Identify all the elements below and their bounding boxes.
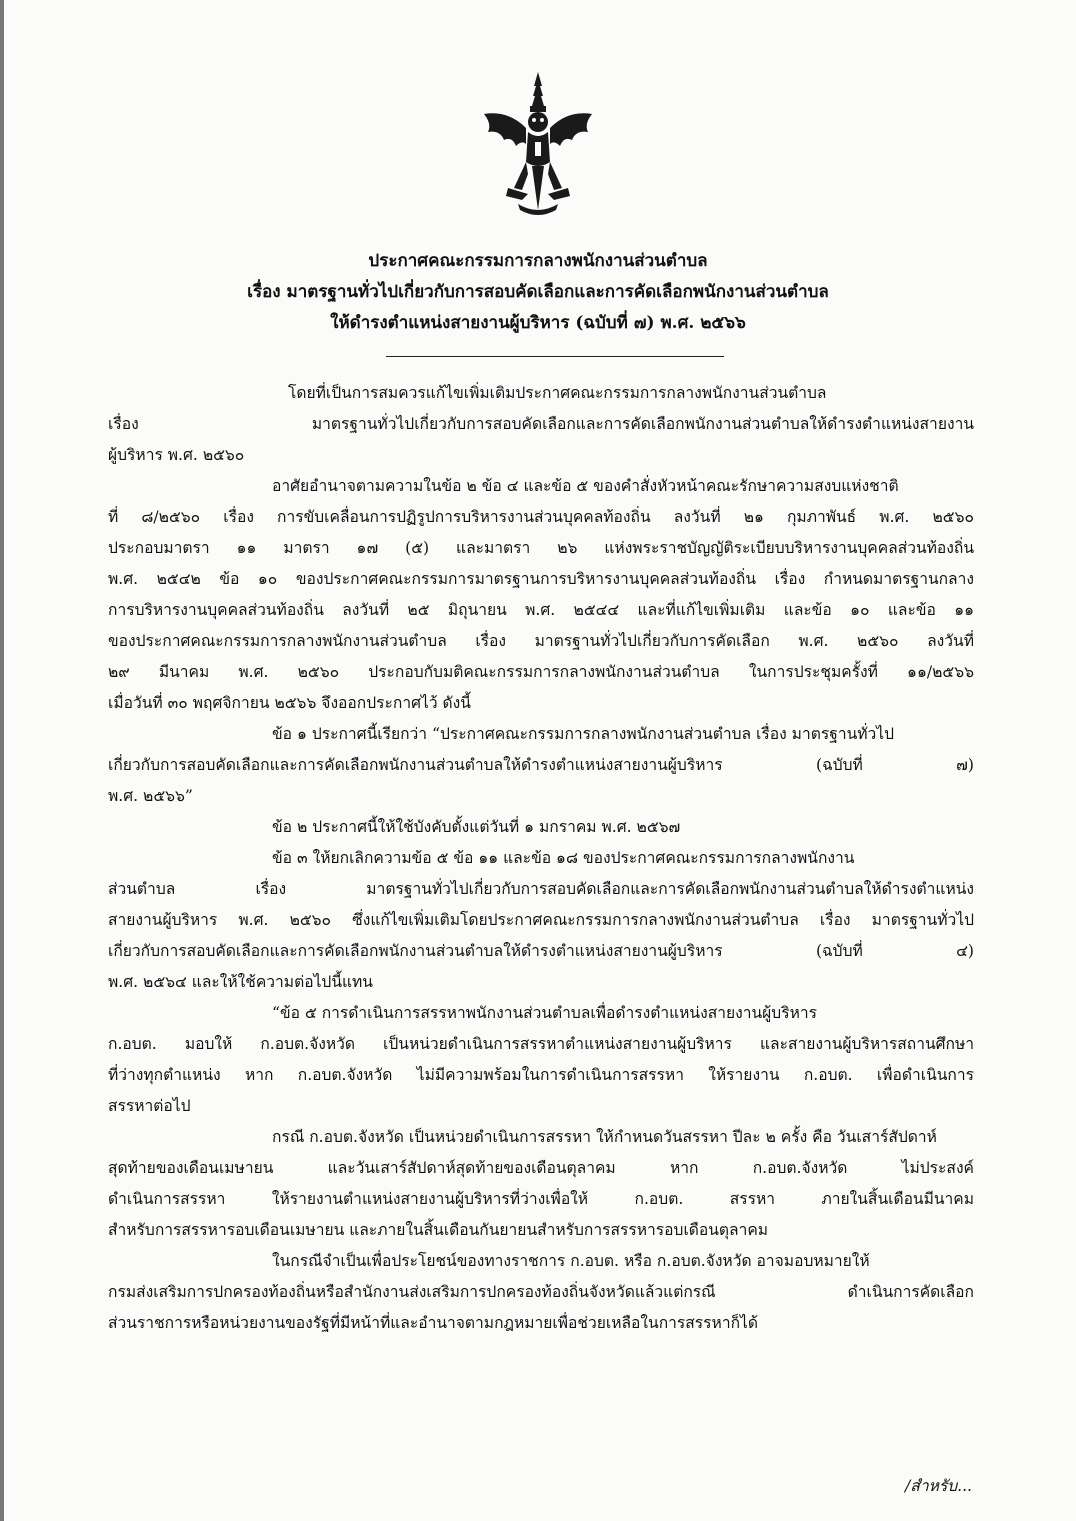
body-line: ก.อบต. มอบให้ ก.อบต.จังหวัด เป็นหน่วยดำเนินการสรรหาตำแหน่งสายงานผู้บริหาร และสายงานผู้บริหารสถานศึกษา [108,1035,974,1053]
body-line: เกี่ยวกับการสอบคัดเลือกและการคัดเลือกพนักงานส่วนตำบลให้ดำรงตำแหน่งสายงานผู้บริหาร (ฉบับที่ ๔) [108,942,974,960]
body-line: ข้อ ๑ ประกาศนี้เรียกว่า “ประกาศคณะกรรมการกลางพนักงานส่วนตำบล เรื่อง มาตรฐานทั่วไป [272,725,895,743]
body-line: เมื่อวันที่ ๓๐ พฤศจิกายน ๒๕๖๖ จึงออกประกาศไว้ ดังนี้ [108,694,471,712]
body-line: อาศัยอำนาจตามความในข้อ ๒ ข้อ ๔ และข้อ ๕ ของคำสั่งหัวหน้าคณะรักษาความสงบแห่งชาติ [272,477,899,495]
body-line: “ข้อ ๕ การดำเนินการสรรหาพนักงานส่วนตำบลเพื่อดำรงตำแหน่งสายงานผู้บริหาร [272,1004,817,1022]
body-line: เรื่อง มาตรฐานทั่วไปเกี่ยวกับการสอบคัดเลือกและการคัดเลือกพนักงานส่วนตำบลให้ดำรงตำแหน่งสายงาน [108,415,974,433]
body-line: กรมส่งเสริมการปกครองท้องถิ่นหรือสำนักงานส่งเสริมการปกครองท้องถิ่นจังหวัดแล้วแต่กรณี ดำเนินการคัดเลือก [108,1283,974,1301]
body-line: พ.ศ. ๒๕๖๔ และให้ใช้ความต่อไปนี้แทน [108,973,373,991]
heading-divider [386,356,724,357]
body-line: เกี่ยวกับการสอบคัดเลือกและการคัดเลือกพนักงานส่วนตำบลให้ดำรงตำแหน่งสายงานผู้บริหาร (ฉบับที่ ๗) [108,756,974,774]
body-line: สายงานผู้บริหาร พ.ศ. ๒๕๖๐ ซึ่งแก้ไขเพิ่มเติมโดยประกาศคณะกรรมการกลางพนักงานส่วนตำบล เรื่อง มาตรฐานทั่วไป [108,911,974,929]
body-line: ส่วนตำบล เรื่อง มาตรฐานทั่วไปเกี่ยวกับการสอบคัดเลือกและการคัดเลือกพนักงานส่วนตำบลให้ดำรงตำแหน่ง [108,880,974,898]
body-line: พ.ศ. ๒๕๖๖” [108,787,193,805]
page-continuation: /สำหรับ... [905,1477,972,1495]
heading-line-1: ประกาศคณะกรรมการกลางพนักงานส่วนตำบล [368,251,708,271]
body-line: ผู้บริหาร พ.ศ. ๒๕๖๐ [108,446,245,464]
body-line: กรณี ก.อบต.จังหวัด เป็นหน่วยดำเนินการสรรหา ให้กำหนดวันสรรหา ปีละ ๒ ครั้ง คือ วันเสาร์สัปดาห์ [272,1128,937,1146]
scan-edge [0,0,4,1521]
heading-line-2: เรื่อง มาตรฐานทั่วไปเกี่ยวกับการสอบคัดเลือกและการคัดเลือกพนักงานส่วนตำบล [247,282,829,302]
body-line: สุดท้ายของเดือนเมษายน และวันเสาร์สัปดาห์สุดท้ายของเดือนตุลาคม หาก ก.อบต.จังหวัด ไม่ประสงค์ [108,1159,974,1177]
body-line: ประกอบมาตรา ๑๑ มาตรา ๑๗ (๕) และมาตรา ๒๖ แห่งพระราชบัญญัติระเบียบบริหารงานบุคคลส่วนท้องถิ่น [108,539,974,557]
body-line: สำหรับการสรรหารอบเดือนเมษายน และภายในสิ้นเดือนกันยายนสำหรับการสรรหารอบเดือนตุลาคม [108,1221,769,1239]
body-line: โดยที่เป็นการสมควรแก้ไขเพิ่มเติมประกาศคณะกรรมการกลางพนักงานส่วนตำบล [288,384,827,402]
garuda-emblem-icon [478,70,598,220]
body-line: ข้อ ๓ ให้ยกเลิกความข้อ ๕ ข้อ ๑๑ และข้อ ๑๘ ของประกาศคณะกรรมการกลางพนักงาน [272,849,855,867]
body-line: ในกรณีจำเป็นเพื่อประโยชน์ของทางราชการ ก.อบต. หรือ ก.อบต.จังหวัด อาจมอบหมายให้ [272,1252,870,1270]
body-line: ส่วนราชการหรือหน่วยงานของรัฐที่มีหน้าที่และอำนาจตามกฎหมายเพื่อช่วยเหลือในการสรรหาก็ได้ [108,1314,758,1332]
body-line: ๒๙ มีนาคม พ.ศ. ๒๕๖๐ ประกอบกับมติคณะกรรมการกลางพนักงานส่วนตำบล ในการประชุมครั้งที่ ๑๑/๒๕๖๖ [108,663,974,681]
announcement-heading [150,246,926,339]
body-line: ที่ว่างทุกตำแหน่ง หาก ก.อบต.จังหวัด ไม่มีความพร้อมในการดำเนินการสรรหา ให้รายงาน ก.อบต. เพื่อดำเนินการ [108,1066,974,1084]
announcement-body [108,378,974,1339]
heading-line-3: ให้ดำรงตำแหน่งสายงานผู้บริหาร (ฉบับที่ ๗) พ.ศ. ๒๕๖๖ [330,313,746,333]
body-line: ที่ ๘/๒๕๖๐ เรื่อง การขับเคลื่อนการปฏิรูปการบริหารงานส่วนบุคคลท้องถิ่น ลงวันที่ ๒๑ กุมภาพันธ์ พ.ศ. ๒๕๖๐ [108,508,974,526]
body-line: ดำเนินการสรรหา ให้รายงานตำแหน่งสายงานผู้บริหารที่ว่างเพื่อให้ ก.อบต. สรรหา ภายในสิ้นเดือนมีนาคม [108,1190,974,1208]
body-line: พ.ศ. ๒๕๔๒ ข้อ ๑๐ ของประกาศคณะกรรมการมาตรฐานการบริหารงานบุคคลส่วนท้องถิ่น เรื่อง กำหนดมาตรฐานกลาง [108,570,974,588]
body-line: การบริหารงานบุคคลส่วนท้องถิ่น ลงวันที่ ๒๕ มิถุนายน พ.ศ. ๒๕๔๔ และที่แก้ไขเพิ่มเติม และข้อ ๑๐ และข้อ ๑๑ [108,601,974,619]
body-line: สรรหาต่อไป [108,1097,191,1115]
body-line: ข้อ ๒ ประกาศนี้ให้ใช้บังคับตั้งแต่วันที่ ๑ มกราคม พ.ศ. ๒๕๖๗ [272,818,681,836]
body-line: ของประกาศคณะกรรมการกลางพนักงานส่วนตำบล เรื่อง มาตรฐานทั่วไปเกี่ยวกับการคัดเลือก พ.ศ. ๒๕๖๐ ลงวันที่ [108,632,974,650]
